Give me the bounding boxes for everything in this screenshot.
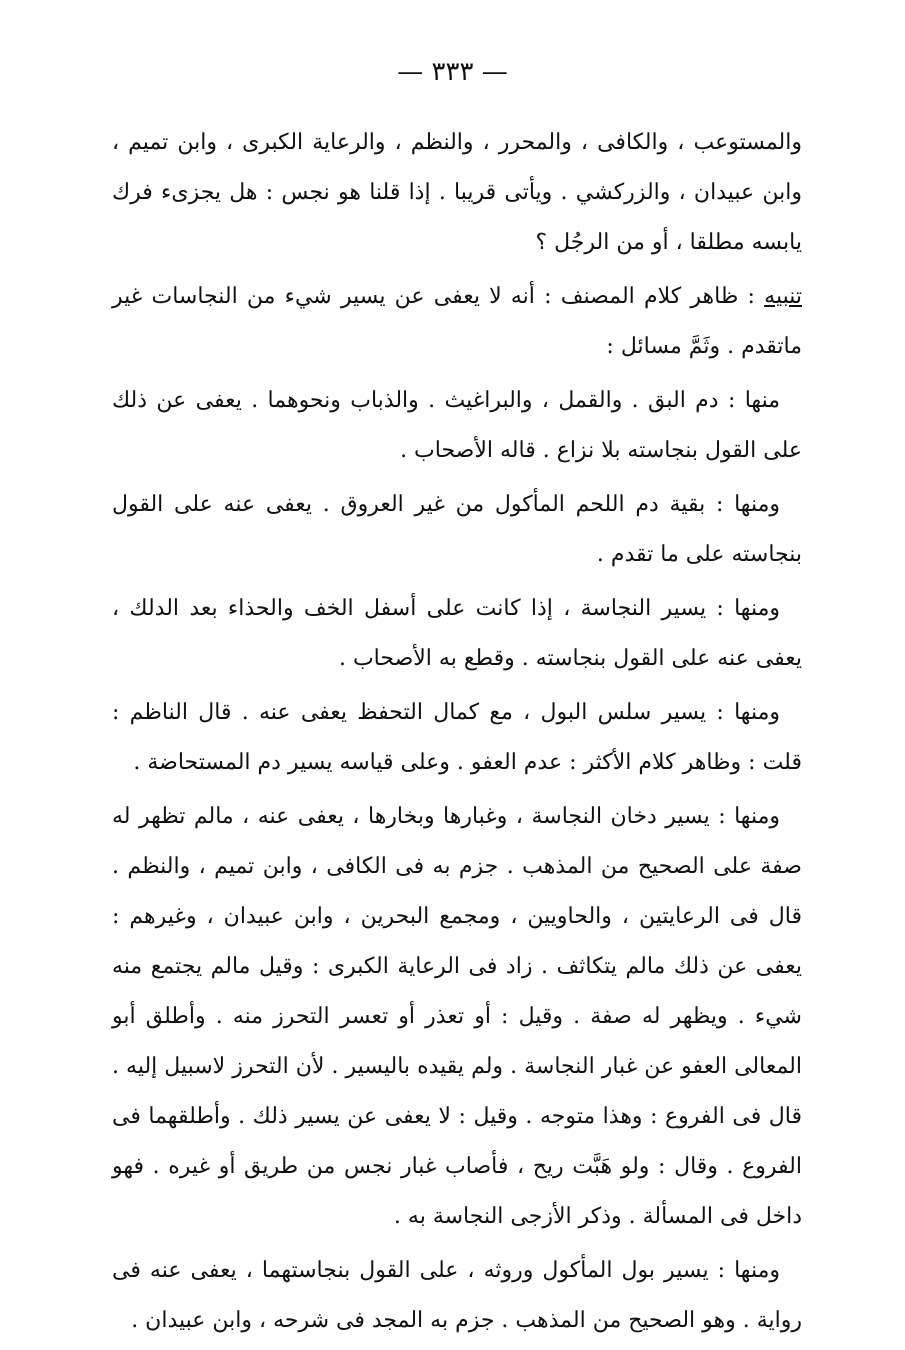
paragraph-continuation: والمستوعب ، والكافى ، والمحرر ، والنظم ، والرعاية الكبرى ، وابن تميم ، وابن عبيدان ، والزركشي . ويأتى قريبا . إذا قلنا هو نجس : هل يجزىء فرك يابسه مطلقا ، أو من الرجُل ؟: [112, 130, 802, 255]
paragraph-note: [112, 272, 802, 372]
note-label: تنبيه: [764, 284, 802, 309]
body-text: [112, 118, 802, 1350]
paragraph-issue-2: ومنها : بقية دم اللحم المأكول من غير العروق . يعفى عنه على القول بنجاسته على ما تقدم .: [112, 492, 802, 567]
note-text: : ظاهر كلام المصنف : أنه لا يعفى عن يسير شيء من النجاسات غير ماتقدم . وثَمَّ مسائل :: [112, 284, 802, 359]
page-number: — ٣٣٣ —: [397, 57, 508, 87]
paragraph-issue-3: ومنها : يسير النجاسة ، إذا كانت على أسفل الخف والحذاء بعد الدلك ، يعفى عنه على القول بنجاسته . وقطع به الأصحاب .: [112, 596, 802, 671]
paragraph-issue-4: ومنها : يسير سلس البول ، مع كمال التحفظ يعفى عنه . قال الناظم : قلت : وظاهر كلام الأكثر : عدم العفو . وعلى قياسه يسير دم المستحاضة .: [112, 700, 802, 775]
paragraph-issue-5: ومنها : يسير دخان النجاسة ، وغبارها وبخارها ، يعفى عنه ، مالم تظهر له صفة على الصحيح من المذهب . جزم به فى الكافى ، وابن تميم ، والنظم . قال فى الرعايتين ، والحاويين ، ومجمع البحرين ، وابن عبيدان ، وغيرهم : يعفى عن ذلك مالم يتكاثف . زاد فى الرعاية الكبرى : وقيل مالم يجتمع منه شيء . ويظهر له صفة . وقيل : أو تعذر أو تعسر التحرز منه . وأطلق أبو المعالى العفو عن غبار النجاسة . ولم يقيده باليسير . لأن التحرز لاسبيل إليه . قال فى الفروع : وهذا متوجه . وقيل : لا يعفى عن يسير ذلك . وأطلقهما فى الفروع . وقال : ولو هَبَّت ريح ، فأصاب غبار نجس من طريق أو غيره . فهو داخل فى المسألة . وذكر الأزجى النجاسة به .: [112, 804, 802, 1229]
paragraph-issue-6: ومنها : يسير بول المأكول وروثه ، على القول بنجاستهما ، يعفى عنه فى رواية . وهو الصحيح من المذهب . جزم به المجد فى شرحه ، وابن عبيدان .: [112, 1258, 802, 1333]
paragraph-issue-1: منها : دم البق . والقمل ، والبراغيث . والذباب ونحوهما . يعفى عن ذلك على القول بنجاسته بلا نزاع . قاله الأصحاب .: [112, 388, 802, 463]
